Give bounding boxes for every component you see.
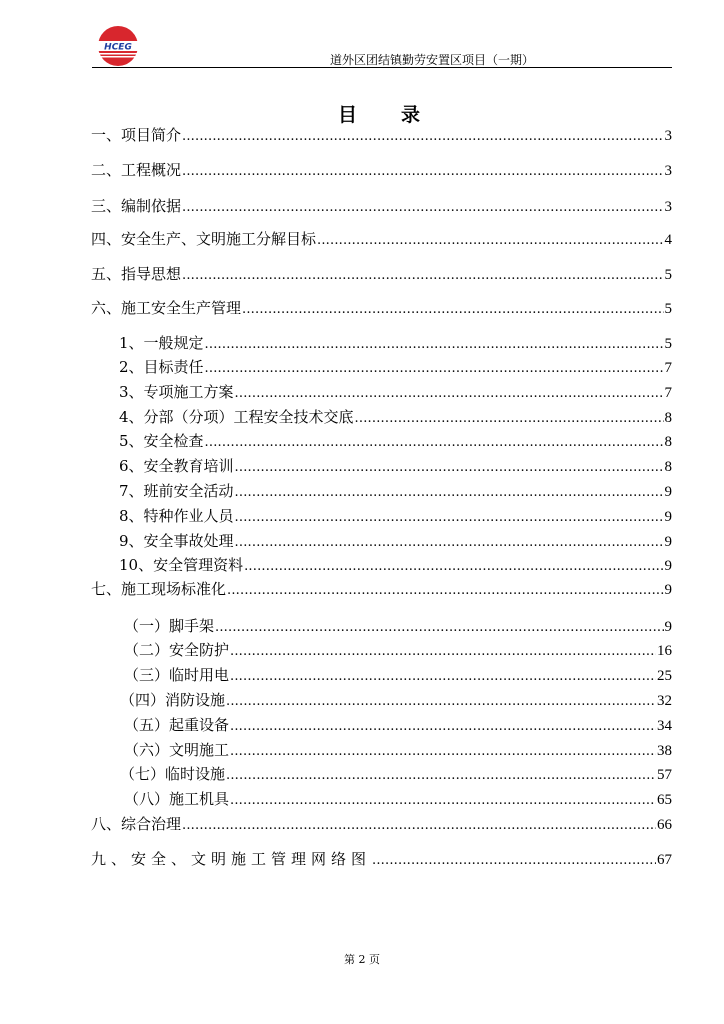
toc-entry-page: 25 (657, 668, 672, 684)
toc-entry-label: 五、指导思想 (91, 265, 182, 283)
toc-entry[interactable] (119, 457, 672, 477)
toc-entry[interactable] (124, 741, 672, 761)
toc-leader-dots (215, 617, 663, 637)
toc-entry[interactable] (124, 790, 672, 810)
toc-entry-label: 9、安全事故处理 (119, 532, 234, 550)
toc-entry-page: 16 (657, 643, 672, 659)
toc-entry-page: 7 (664, 360, 672, 376)
toc-entry-page: 5 (664, 336, 672, 352)
toc-leader-dots (227, 580, 663, 600)
toc-entry-page: 9 (664, 582, 672, 598)
toc-leader-dots (317, 230, 663, 250)
toc-leader-dots (182, 815, 656, 835)
toc-leader-dots (242, 299, 663, 319)
toc-entry[interactable] (91, 126, 672, 146)
toc-entry-label: 6、安全教育培训 (119, 457, 234, 475)
toc-entry-page: 9 (664, 558, 672, 574)
toc-entry-page: 65 (657, 792, 672, 808)
toc-entry[interactable] (119, 432, 672, 452)
toc-leader-dots (182, 161, 663, 181)
toc-entry-label: 8、特种作业人员 (119, 507, 234, 525)
toc-entry-label: 七、施工现场标准化 (91, 580, 227, 598)
company-logo (95, 24, 141, 68)
header-divider (92, 67, 672, 68)
toc-entry-label: 一、项目简介 (91, 126, 182, 144)
toc-leader-dots (235, 457, 664, 477)
toc-leader-dots (226, 691, 656, 711)
toc-entry-page: 5 (664, 267, 672, 283)
toc-entry-label: 二、工程概况 (91, 161, 182, 179)
toc-entry-label: 3、专项施工方案 (119, 383, 234, 401)
toc-entry-page: 3 (664, 199, 672, 215)
toc-leader-dots (205, 432, 664, 452)
toc-entry-page: 8 (664, 410, 672, 426)
page-number: 第 2 页 (344, 953, 380, 966)
toc-leader-dots (230, 790, 656, 810)
toc-entry[interactable] (124, 641, 672, 661)
toc-entry[interactable] (120, 765, 672, 785)
toc-entry[interactable] (119, 556, 672, 576)
toc-entry-page: 3 (664, 163, 672, 179)
header-title: 道外区团结镇勤劳安置区项目（一期） (330, 53, 535, 67)
toc-entry-label: 7、班前安全活动 (119, 482, 234, 500)
toc-entry[interactable] (124, 617, 672, 637)
toc-entry-label: 六、施工安全生产管理 (91, 299, 242, 317)
toc-entry[interactable] (119, 358, 672, 378)
toc-leader-dots (230, 666, 656, 686)
toc-entry-page: 38 (657, 743, 672, 759)
toc-entry-page: 9 (664, 484, 672, 500)
toc-entry-page: 7 (664, 385, 672, 401)
toc-leader-dots (235, 482, 664, 502)
toc-entry-label: （六）文明施工 (124, 741, 230, 759)
toc-entry[interactable] (91, 299, 672, 319)
toc-entry-label: 10、安全管理资料 (119, 556, 244, 574)
toc-title: 目录 (338, 104, 465, 126)
toc-entry[interactable] (119, 532, 672, 552)
toc-entry-page: 9 (664, 619, 672, 635)
toc-leader-dots (372, 850, 656, 870)
toc-entry-page: 34 (657, 718, 672, 734)
toc-entry[interactable] (119, 334, 672, 354)
toc-entry-page: 8 (664, 434, 672, 450)
toc-leader-dots (230, 741, 656, 761)
toc-entry-label: （三）临时用电 (124, 666, 230, 684)
toc-leader-dots (226, 765, 656, 785)
toc-entry-page: 67 (657, 852, 672, 868)
toc-leader-dots (244, 556, 663, 576)
toc-entry[interactable] (119, 383, 672, 403)
toc-leader-dots (355, 408, 664, 428)
toc-leader-dots (182, 265, 663, 285)
toc-entry-label: 八、综合治理 (91, 815, 182, 833)
toc-leader-dots (182, 126, 663, 146)
toc-entry-page: 5 (664, 301, 672, 317)
toc-leader-dots (235, 532, 664, 552)
toc-entry-page: 8 (664, 459, 672, 475)
toc-entry[interactable] (120, 691, 672, 711)
toc-entry[interactable] (91, 161, 672, 181)
toc-entry[interactable] (119, 408, 672, 428)
toc-leader-dots (235, 383, 664, 403)
toc-entry[interactable] (91, 230, 672, 250)
toc-entry-page: 66 (657, 817, 672, 833)
logo-text: HCEG (104, 42, 132, 53)
toc-entry-label: 5、安全检查 (119, 432, 204, 450)
toc-entry[interactable] (124, 666, 672, 686)
toc-leader-dots (182, 197, 663, 217)
toc-entry-page: 3 (664, 128, 672, 144)
toc-entry-label: 九、安全、文明施工管理网络图 (91, 850, 372, 868)
toc-entry-label: （八）施工机具 (124, 790, 230, 808)
toc-entry[interactable] (119, 482, 672, 502)
toc-leader-dots (205, 334, 664, 354)
toc-entry[interactable] (91, 265, 672, 285)
toc-entry-label: （七）临时设施 (120, 765, 226, 783)
toc-entry-label: （四）消防设施 (120, 691, 226, 709)
toc-entry-page: 9 (664, 534, 672, 550)
toc-entry-page: 4 (664, 232, 672, 248)
toc-leader-dots (205, 358, 664, 378)
toc-entry[interactable] (91, 815, 672, 835)
toc-entry-label: 四、安全生产、文明施工分解目标 (91, 230, 317, 248)
toc-entry[interactable] (124, 716, 672, 736)
toc-entry-label: 4、分部（分项）工程安全技术交底 (119, 408, 354, 426)
toc-entry[interactable] (91, 850, 672, 870)
toc-entry[interactable] (91, 580, 672, 600)
toc-entry-label: 2、目标责任 (119, 358, 204, 376)
toc-entry-label: 1、一般规定 (119, 334, 204, 352)
toc-entry-label: （一）脚手架 (124, 617, 215, 635)
toc-leader-dots (230, 641, 656, 661)
toc-entry-label: （五）起重设备 (124, 716, 230, 734)
toc-entry-label: 三、编制依据 (91, 197, 182, 215)
toc-entry-page: 9 (664, 509, 672, 525)
toc-entry-page: 57 (657, 767, 672, 783)
toc-entry[interactable] (119, 507, 672, 527)
toc-leader-dots (230, 716, 656, 736)
toc-entry-page: 32 (657, 693, 672, 709)
toc-entry-label: （二）安全防护 (124, 641, 230, 659)
toc-leader-dots (235, 507, 664, 527)
toc-entry[interactable] (91, 197, 672, 217)
